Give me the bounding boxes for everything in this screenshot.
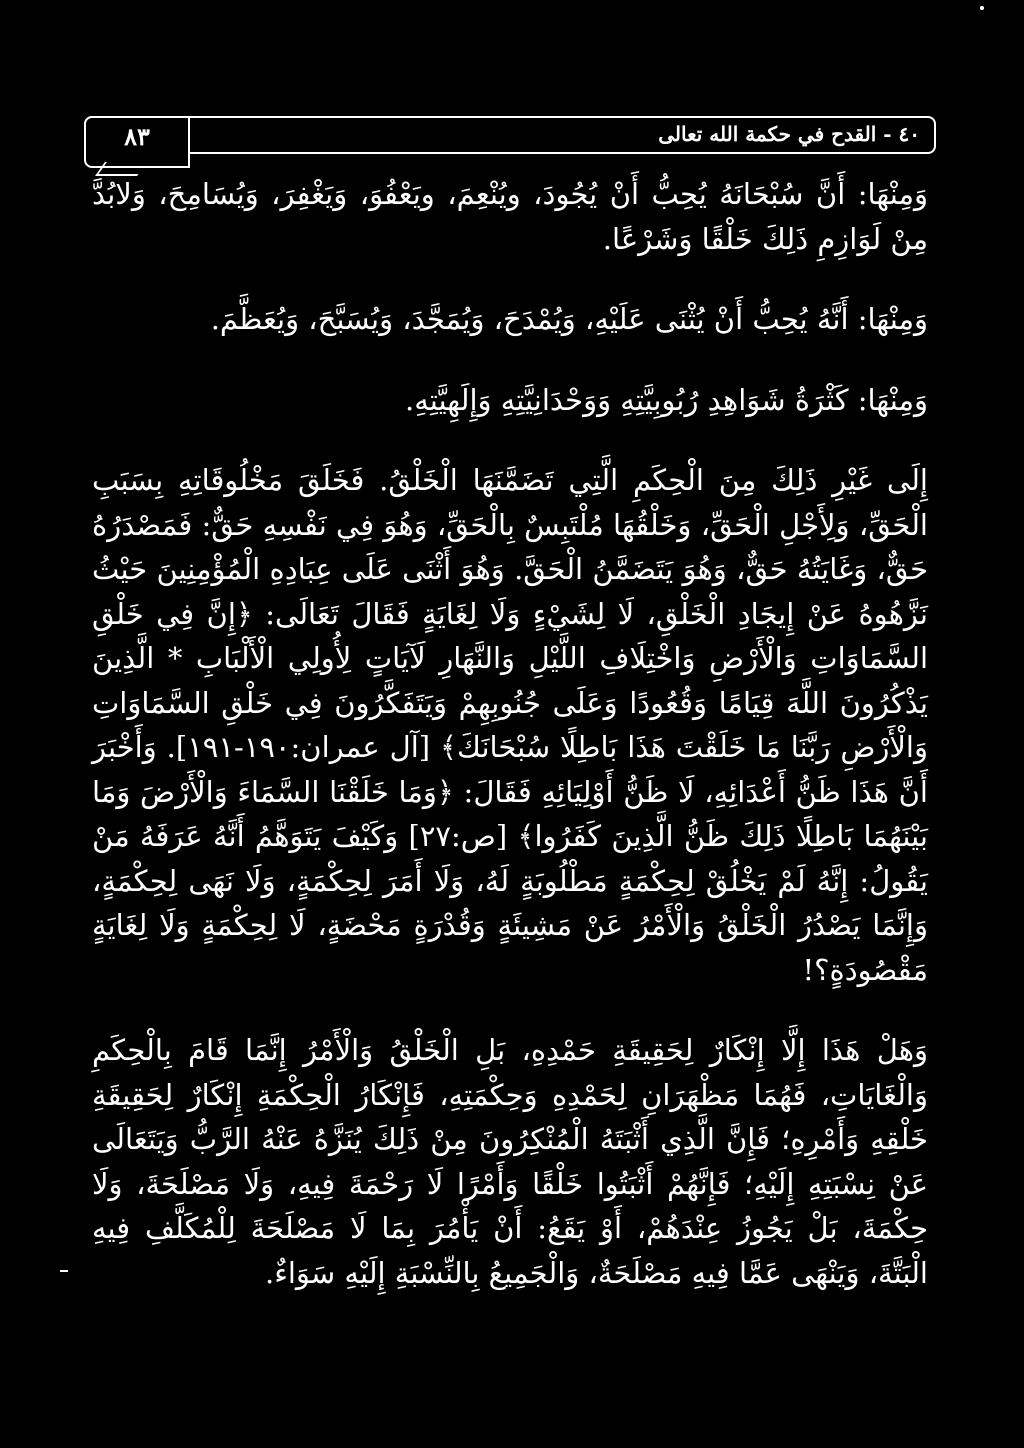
margin-mark bbox=[60, 1270, 68, 1272]
scan-speck bbox=[980, 6, 984, 10]
paragraph-4: إِلَى غَيْرِ ذَلِكَ مِنَ الْحِكَمِ الَّتِي تَضَمَّنَهَا الْخَلْقُ. فَخَلَقَ مَخْلُوقَاتِهِ بِسَبَبِ الْحَقِّ، وَلِأَجْلِ الْحَقِّ، وَخَلْقُهَا مُلْتَبِسٌ بِالْحَقِّ، وَهُوَ فِي نَفْسِهِ حَقٌّ: فَمَصْدَرُهُ حَقٌّ، وَغَايَتُهُ حَقٌّ، وَهُوَ يَتَضَمَّنُ الْحَقَّ. وَهُوَ أَثْنَى عَلَى عِبَادِهِ الْمُؤْمِنِينَ حَيْثُ نَزَّهُوهُ عَنْ إِيجَادِ الْخَلْقِ، لَا لِشَيْءٍ وَلَا لِغَايَةٍ فَقَالَ تَعَالَى: ﴿إِنَّ فِي خَلْقِ السَّمَاوَاتِ وَالْأَرْضِ وَاخْتِلَافِ اللَّيْلِ وَالنَّهَارِ لَآيَاتٍ لِأُولِي الْأَلْبَابِ * الَّذِينَ يَذْكُرُونَ اللَّهَ قِيَامًا وَقُعُودًا وَعَلَى جُنُوبِهِمْ وَيَتَفَكَّرُونَ فِي خَلْقِ السَّمَاوَاتِ وَالْأَرْضِ رَبَّنَا مَا خَلَقْتَ هَذَا بَاطِلًا سُبْحَانَكَ﴾ [آل عمران:١٩٠-١٩١]. وَأَخْبَرَ أَنَّ هَذَا ظَنُّ أَعْدَائِهِ، لَا ظَنُّ أَوْلِيَائِهِ فَقَالَ: ﴿وَمَا خَلَقْنَا السَّمَاءَ وَالْأَرْضَ وَمَا بَيْنَهُمَا بَاطِلًا ذَلِكَ ظَنُّ الَّذِينَ كَفَرُوا﴾ [ص:٢٧] وَكَيْفَ يَتَوَهَّمُ أَنَّهُ عَرَفَهُ مَنْ يَقُولُ: إِنَّهُ لَمْ يَخْلُقْ لِحِكْمَةٍ مَطْلُوبَةٍ لَهُ، وَلَا أَمَرَ لِحِكْمَةٍ، وَلَا نَهَى لِحِكْمَةٍ، وَإِنَّمَا يَصْدُرُ الْخَلْقُ وَالْأَمْرُ عَنْ مَشِيئَةٍ وَقُدْرَةٍ مَحْضَةٍ، لَا لِحِكْمَةٍ وَلَا لِغَايَةٍ مَقْصُودَةٍ؟! bbox=[92, 463, 928, 987]
page-body bbox=[92, 172, 928, 1295]
page-number-box bbox=[84, 116, 190, 168]
paragraph-3: وَمِنْهَا: كَثْرَةُ شَوَاهِدِ رُبُوبِيَّتِهِ وَوَحْدَانِيَّتِهِ وَإِلَهِيَّتِهِ. bbox=[404, 382, 928, 417]
running-header bbox=[84, 116, 936, 154]
page-number: ٨٣ bbox=[124, 122, 150, 151]
paragraph-2: وَمِنْهَا: أَنَّهُ يُحِبُّ أَنْ يُثْنَى عَلَيْهِ، وَيُمْدَحَ، وَيُمَجَّدَ، وَيُسَبَّحَ، وَيُعَظَّمَ. bbox=[210, 302, 928, 336]
running-title: ٤٠ - القدح في حكمة الله تعالى bbox=[658, 122, 920, 146]
paragraph-5: وَهَلْ هَذَا إِلَّا إِنْكَارٌ لِحَقِيقَةِ حَمْدِهِ، بَلِ الْخَلْقُ وَالْأَمْرُ إِنَّمَا قَامَ بِالْحِكَمِ وَالْغَايَاتِ، فَهُمَا مَظْهَرَانِ لِحَمْدِهِ وَحِكْمَتِهِ، فَإِنْكَارُ الْحِكْمَةِ إِنْكَارٌ لِحَقِيقَةِ خَلْقِهِ وَأَمْرِهِ؛ فَإِنَّ الَّذِي أَثْبَتَهُ الْمُنْكِرُونَ مِنْ ذَلِكَ يُنَزَّهُ عَنْهُ الرَّبُّ وَيَتَعَالَى عَنْ نِسْبَتِهِ إِلَيْهِ؛ فَإِنَّهُمْ أَثْبَتُوا خَلْقًا وَأَمْرًا لَا رَحْمَةَ فِيهِ، وَلَا مَصْلَحَةَ، وَلَا حِكْمَةَ، بَلْ يَجُوزُ عِنْدَهُمْ، أَوْ يَقَعُ: أَنْ يَأْمُرَ بِمَا لَا مَصْلَحَةَ لِلْمُكَلَّفِ فِيهِ الْبَتَّةَ، وَيَنْهَى عَمَّا فِيهِ مَصْلَحَةٌ، وَالْجَمِيعُ بِالنِّسْبَةِ إِلَيْهِ سَوَاءٌ. bbox=[92, 1033, 928, 1290]
paragraph-1: وَمِنْهَا: أَنَّ سُبْحَانَهُ يُحِبُّ أَنْ يُجُودَ، ويُنْعِمَ، ويَعْفُوَ، وَيَغْفِرَ، وَيُسَامِحَ، وَلابُدَّ مِنْ لَوَازِمِ ذَلِكَ خَلْقًا وَشَرْعًا. bbox=[92, 177, 928, 256]
